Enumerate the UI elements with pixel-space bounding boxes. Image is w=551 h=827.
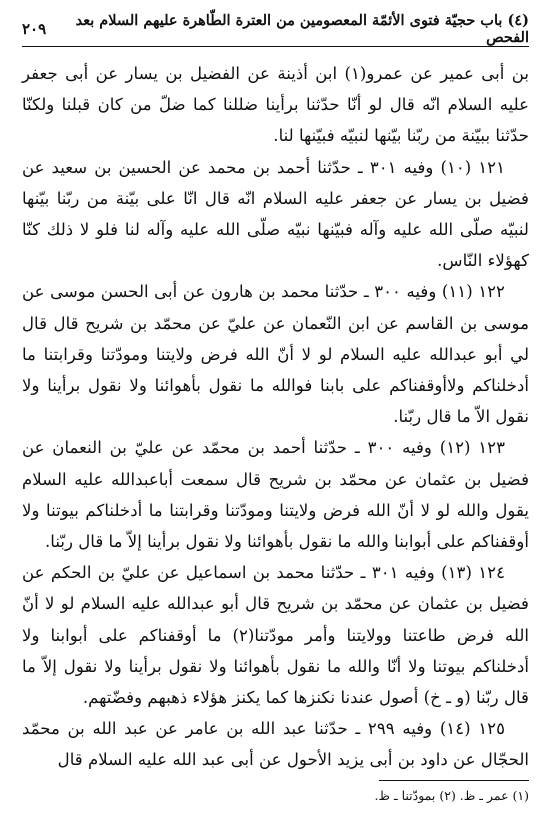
hadith-125: ١٢٥ (١٤) وفيه ٢٩٩ ـ حدّثنا عبد الله بن عامر عن عبد الله بن محمّد الحجّال عن داود بن أبى يزيد الأحول عن أبى عبد الله عليه السلام قال — [22, 719, 529, 770]
running-title: (٤) باب حجيّة فتوى الأئمّة المعصومين من العترة الطّاهرة عليهم السلام بعد الفحص — [75, 12, 529, 46]
footnotes: (١) عمر ـ ظ. (٢) بمودّتنا ـ ظ. — [374, 788, 529, 803]
page-number: ٢٠٩ — [22, 20, 47, 38]
footnote-rule — [379, 780, 529, 781]
page-header — [22, 12, 529, 46]
header-rule — [22, 46, 529, 47]
paragraph-1: بن أبى عمير عن عمرو(١) ابن أذينة عن الفضيل بن يسار عن أبى جعفر عليه السلام انّه قال لو أنّا حدّثنا برأينا ضللنا كما ضلّ من كان قبلنا ولكنّا حدّثنا ببيّنة من ربّنا بيّنها لنبيّه فبيّنها لنا. — [22, 64, 529, 146]
hadith-122: ١٢٢ (١١) وفيه ٣٠٠ ـ حدّثنا محمد بن هارون عن أبى الحسن موسى عن موسى بن القاسم عن ابن النّعمان عن عليّ عن محمّد بن شريح قال قال لي أبو عبدالله عليه السلام لو لا أنّ الله فرض ولايتنا ومودّتنا وقرابتنا ما أدخلناكم ولاأوقفناكم على بابنا فوالله ما نقول بأهوائنا ولا نقول برأينا ولا نقول الاّ ما قال ربّنا. — [22, 282, 529, 427]
hadith-121: ١٢١ (١٠) وفيه ٣٠١ ـ حدّثنا أحمد بن محمد عن الحسين بن سعيد عن فضيل بن يسار عن جعفر عليه السلام انّه قال انّا على بيّنة من ربّنا بيّنها لنبيّه صلّى الله عليه وآله فبيّنها نبيّه صلّى الله عليه وآله لنا فلو لا ذلك كنّا كهؤلاء النّاس. — [22, 157, 529, 271]
page-body — [22, 58, 529, 776]
hadith-124: ١٢٤ (١٣) وفيه ٣٠١ ـ حدّثنا محمد بن اسماعيل عن عليّ بن الحكم عن فضيل بن عثمان عن محمّد بن شريح قال أبو عبدالله عليه السلام لو لا أنّ الله فرض طاعتنا وولايتنا وأمر مودّتنا(٢) ما أوقفناكم على أبوابنا ولا أدخلناكم بيوتنا ولا أنّا والله ما نقول بأهوائنا ولا نقول برأينا ولا نقول إلاّ ما قال ربّنا (و ـ خ) أصول عندنا نكنزها كما يكنز هؤلاء ذهبهم وفضّتهم. — [22, 563, 530, 708]
hadith-123: ١٢٣ (١٢) وفيه ٣٠٠ ـ حدّثنا أحمد بن محمّد عن عليّ بن النعمان عن فضيل بن عثمان عن محمّد بن شريح قال سمعت أباعبدالله عليه السلام يقول والله لو لا أنّ الله فرض ولايتنا ومودّتنا وقرابتنا ما أدخلناكم بيوتنا ولا أوقفناكم على أبوابنا والله ما نقول بأهوائنا ولا نقول برأينا إلاّ ما قال ربّنا. — [22, 438, 529, 552]
